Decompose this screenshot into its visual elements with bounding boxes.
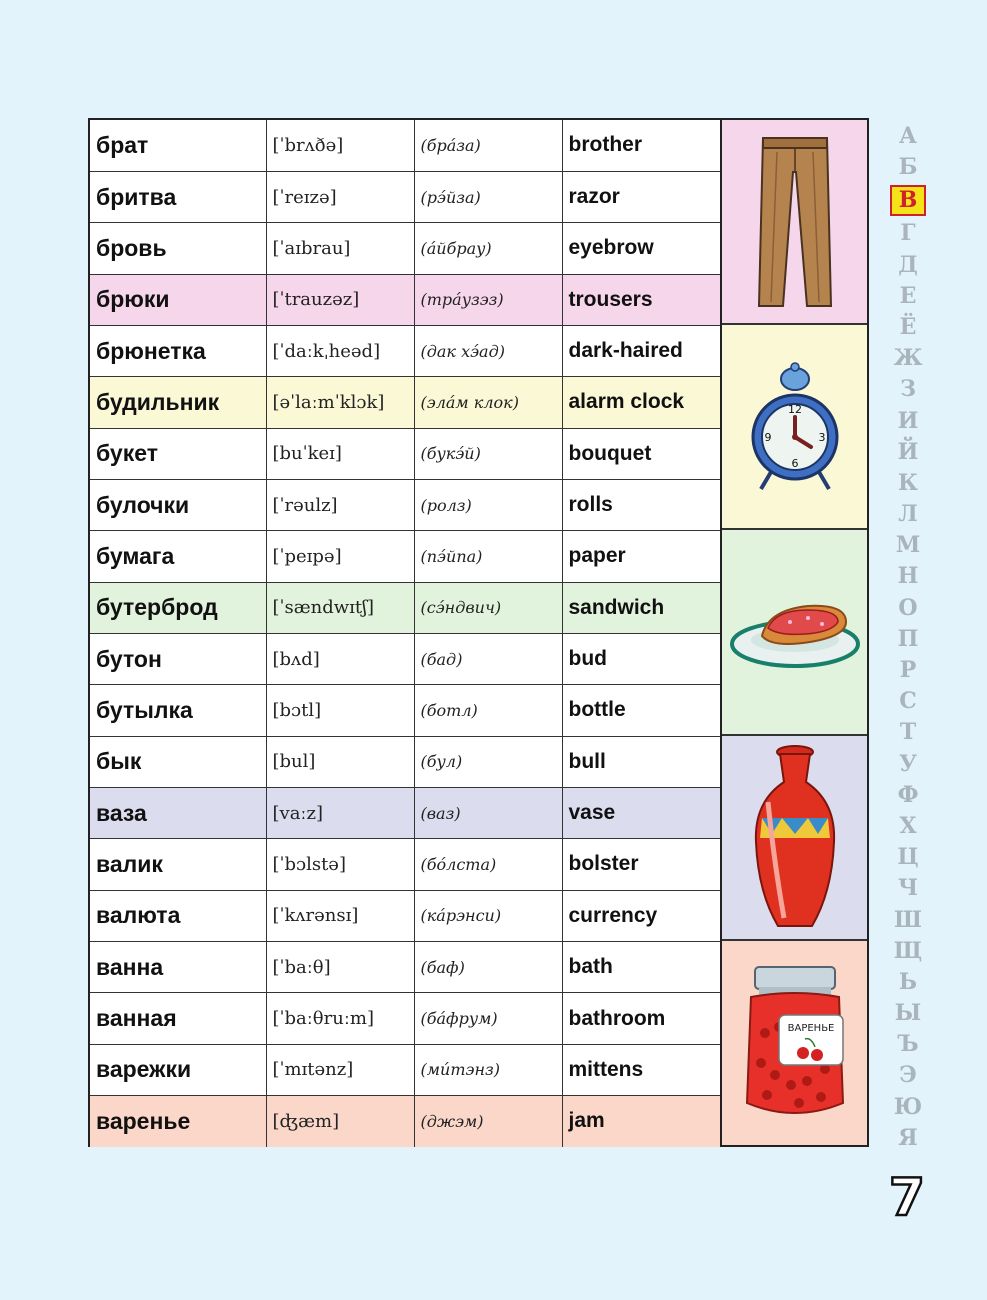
- alphabet-letter[interactable]: У: [899, 750, 917, 777]
- alphabet-letter[interactable]: Ф: [897, 781, 919, 808]
- table-row: [90, 479, 721, 530]
- dictionary-table: [88, 118, 869, 1147]
- table-row: [90, 428, 721, 479]
- english-word: bull: [562, 736, 721, 787]
- vase-icon: [750, 742, 840, 932]
- english-word: alarm clock: [562, 377, 721, 428]
- picture-cell-vase: [722, 736, 867, 941]
- pronunciation: (ролз): [414, 479, 562, 530]
- transcription: [ˈtrauzəz]: [266, 274, 414, 325]
- table-row: [90, 582, 721, 633]
- clock-number-12: 12: [787, 402, 802, 416]
- transcription: [ˈrəulz]: [266, 479, 414, 530]
- english-word: bath: [562, 942, 721, 993]
- table-row: [90, 377, 721, 428]
- russian-word: бумага: [90, 531, 266, 582]
- english-word: bottle: [562, 685, 721, 736]
- alphabet-letter[interactable]: Т: [899, 719, 917, 746]
- transcription: [ˈaɪbrau]: [266, 223, 414, 274]
- transcription: [ˈdaːkˌheəd]: [266, 325, 414, 376]
- russian-word: бутон: [90, 633, 266, 684]
- page-number: 7: [888, 1168, 926, 1228]
- alphabet-letter[interactable]: Н: [897, 563, 919, 590]
- transcription: [bul]: [266, 736, 414, 787]
- transcription: [vaːz]: [266, 787, 414, 838]
- pronunciation: (ка́рэнси): [414, 890, 562, 941]
- alphabet-letter[interactable]: Ц: [897, 844, 919, 871]
- russian-word: варенье: [90, 1096, 266, 1147]
- table-row: [90, 787, 721, 838]
- pronunciation: (сэ́ндвич): [414, 582, 562, 633]
- table-row: [90, 171, 721, 222]
- alphabet-letter[interactable]: Щ: [893, 937, 923, 964]
- pronunciation: (ми́тэнз): [414, 1044, 562, 1095]
- russian-word: ванная: [90, 993, 266, 1044]
- alphabet-letter[interactable]: А: [899, 123, 917, 149]
- english-word: bud: [562, 633, 721, 684]
- transcription: [ˈmɪtənz]: [266, 1044, 414, 1095]
- transcription: [ˈbaːθruːm]: [266, 993, 414, 1044]
- transcription: [buˈkeɪ]: [266, 428, 414, 479]
- russian-word: будильник: [90, 377, 266, 428]
- table-row: [90, 120, 721, 171]
- transcription: [ˈbaːθ]: [266, 942, 414, 993]
- english-word: vase: [562, 787, 721, 838]
- russian-word: валюта: [90, 890, 266, 941]
- transcription: [əˈlaːmˈklɔk]: [266, 377, 414, 428]
- russian-word: валик: [90, 839, 266, 890]
- picture-cell-jam: [722, 941, 867, 1145]
- pronunciation: (ба́фрум): [414, 993, 562, 1044]
- alphabet-letter[interactable]: П: [897, 625, 919, 652]
- table-row: [90, 274, 721, 325]
- picture-cell-alarm-clock: [722, 325, 867, 530]
- pronunciation: (рэ́йза): [414, 171, 562, 222]
- word-table: [90, 120, 722, 1147]
- pronunciation: (а́йбрау): [414, 223, 562, 274]
- alphabet-letter[interactable]: Е: [899, 282, 917, 309]
- russian-word: бровь: [90, 223, 266, 274]
- english-word: eyebrow: [562, 223, 721, 274]
- russian-word: брат: [90, 120, 266, 171]
- alphabet-letter[interactable]: И: [897, 407, 919, 434]
- table-row: [90, 325, 721, 376]
- pronunciation: (джэм): [414, 1096, 562, 1147]
- alphabet-letter[interactable]: С: [899, 688, 917, 715]
- alphabet-letter[interactable]: К: [897, 469, 918, 496]
- russian-word: брюнетка: [90, 325, 266, 376]
- pronunciation: (ботл): [414, 685, 562, 736]
- english-word: dark-haired: [562, 325, 721, 376]
- russian-word: бутерброд: [90, 582, 266, 633]
- clock-number-6: 6: [791, 456, 798, 470]
- english-word: jam: [562, 1096, 721, 1147]
- clock-number-9: 9: [764, 430, 771, 444]
- table-row: [90, 685, 721, 736]
- alphabet-letter[interactable]: Ш: [894, 906, 922, 933]
- pronunciation: (бад): [414, 633, 562, 684]
- english-word: paper: [562, 531, 721, 582]
- pronunciation: (букэ́й): [414, 428, 562, 479]
- russian-word: букет: [90, 428, 266, 479]
- alphabet-letter[interactable]: Х: [899, 812, 917, 839]
- alphabet-letter[interactable]: Д: [898, 251, 918, 278]
- transcription: [ˈbrʌðə]: [266, 120, 414, 171]
- russian-word: брюки: [90, 274, 266, 325]
- sandwich-icon: [728, 592, 862, 672]
- alphabet-letter[interactable]: О: [898, 594, 918, 621]
- table-row: [90, 1044, 721, 1095]
- english-word: bouquet: [562, 428, 721, 479]
- russian-word: варежки: [90, 1044, 266, 1095]
- english-word: brother: [562, 120, 721, 171]
- english-word: rolls: [562, 479, 721, 530]
- alphabet-letter-active[interactable]: В: [890, 185, 926, 216]
- alphabet-letter[interactable]: Р: [899, 657, 917, 683]
- transcription: [bʌd]: [266, 633, 414, 684]
- pronunciation: (ваз): [414, 787, 562, 838]
- table-row: [90, 942, 721, 993]
- alphabet-letter[interactable]: Ё: [899, 313, 917, 340]
- transcription: [ʤæm]: [266, 1096, 414, 1147]
- alphabet-letter[interactable]: Ч: [897, 875, 919, 902]
- clock-number-3: 3: [818, 430, 825, 444]
- table-row: [90, 993, 721, 1044]
- pronunciation: (бра́за): [414, 120, 562, 171]
- pronunciation: (баф): [414, 942, 562, 993]
- picture-cell-trousers: [722, 120, 867, 325]
- alphabet-letter[interactable]: Ж: [893, 345, 923, 372]
- pronunciation: (дак хэ́ад): [414, 325, 562, 376]
- transcription: [ˈbɔlstə]: [266, 839, 414, 890]
- pronunciation: (эла́м клок): [414, 377, 562, 428]
- alphabet-index: [888, 121, 928, 1154]
- english-word: trousers: [562, 274, 721, 325]
- russian-word: ванна: [90, 942, 266, 993]
- pronunciation: (пэ́йпа): [414, 531, 562, 582]
- alphabet-letter[interactable]: Б: [898, 154, 918, 181]
- russian-word: булочки: [90, 479, 266, 530]
- english-word: bathroom: [562, 993, 721, 1044]
- pronunciation: (тра́узэз): [414, 274, 562, 325]
- transcription: [ˈreɪzə]: [266, 171, 414, 222]
- picture-cell-sandwich: [722, 530, 867, 735]
- alphabet-letter[interactable]: Ь: [898, 968, 918, 995]
- english-word: sandwich: [562, 582, 721, 633]
- transcription: [ˈsændwɪtʃ]: [266, 582, 414, 633]
- table-row: [90, 736, 721, 787]
- russian-word: ваза: [90, 787, 266, 838]
- russian-word: бритва: [90, 171, 266, 222]
- table-row: [90, 890, 721, 941]
- english-word: mittens: [562, 1044, 721, 1095]
- russian-word: бутылка: [90, 685, 266, 736]
- alphabet-letter[interactable]: Ы: [894, 1000, 922, 1027]
- table-row: [90, 1096, 721, 1147]
- russian-word: бык: [90, 736, 266, 787]
- transcription: [ˈpeɪpə]: [266, 531, 414, 582]
- pronunciation: (бо́лста): [414, 839, 562, 890]
- alarm-clock-icon: [745, 357, 845, 497]
- table-row: [90, 633, 721, 684]
- alphabet-letter[interactable]: Ю: [893, 1093, 923, 1120]
- alphabet-letter[interactable]: З: [900, 376, 916, 403]
- transcription: [bɔtl]: [266, 685, 414, 736]
- alphabet-letter[interactable]: Й: [897, 438, 919, 465]
- table-row: [90, 839, 721, 890]
- alphabet-letter[interactable]: Л: [898, 501, 918, 528]
- english-word: currency: [562, 890, 721, 941]
- english-word: razor: [562, 171, 721, 222]
- english-word: bolster: [562, 839, 721, 890]
- table-row: [90, 531, 721, 582]
- alphabet-letter[interactable]: Я: [898, 1124, 918, 1151]
- alphabet-letter[interactable]: М: [895, 532, 921, 559]
- alphabet-letter[interactable]: Ъ: [897, 1031, 919, 1058]
- picture-column: [722, 120, 867, 1145]
- jam-jar-icon: [735, 963, 855, 1123]
- alphabet-letter[interactable]: Э: [899, 1062, 917, 1089]
- alphabet-letter[interactable]: Г: [900, 220, 916, 247]
- trousers-icon: [755, 132, 835, 312]
- pronunciation: (бул): [414, 736, 562, 787]
- table-row: [90, 223, 721, 274]
- jar-label: ВАРЕНЬЕ: [787, 1022, 834, 1034]
- transcription: [ˈkʌrənsɪ]: [266, 890, 414, 941]
